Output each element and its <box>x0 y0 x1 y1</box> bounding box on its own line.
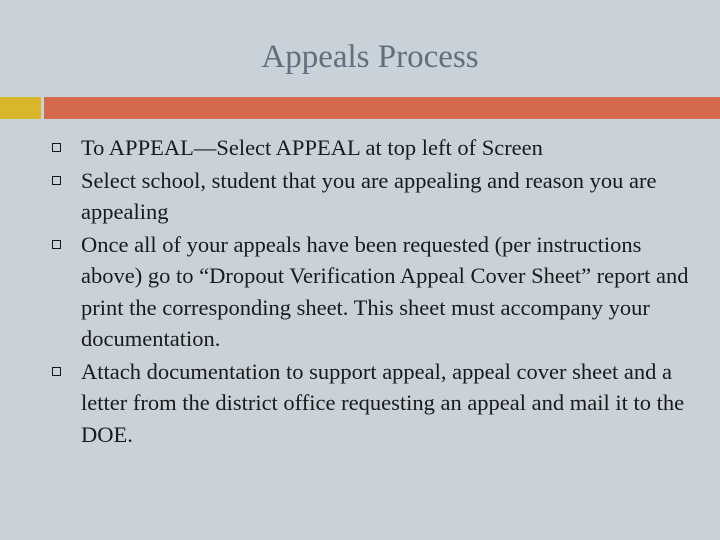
bullet-item <box>52 356 692 451</box>
hollow-square-bullet-icon <box>52 240 61 249</box>
accent-bar-left <box>0 97 41 119</box>
accent-bar <box>0 97 720 119</box>
bullet-text: Once all of your appeals have been requested (per instructions above) go to “Dropout Verification Appeal Cover Sheet” report and print the corresponding sheet. This sheet must accompany your documentation. <box>81 231 689 351</box>
bullet-text: Select school, student that you are appealing and reason you are appealing <box>81 167 657 224</box>
bullet-item <box>52 165 692 228</box>
hollow-square-bullet-icon <box>52 367 61 376</box>
bullet-item <box>52 132 692 164</box>
bullet-item <box>52 229 692 355</box>
hollow-square-bullet-icon <box>52 143 61 152</box>
slide-title: Appeals Process <box>261 39 479 75</box>
bullet-list <box>52 132 692 451</box>
hollow-square-bullet-icon <box>52 176 61 185</box>
bullet-text: Attach documentation to support appeal, appeal cover sheet and a letter from the district office requesting an appeal and mail it to the DOE. <box>81 358 685 447</box>
accent-bar-right <box>44 97 720 119</box>
bullet-text: To APPEAL—Select APPEAL at top left of Screen <box>81 135 543 160</box>
